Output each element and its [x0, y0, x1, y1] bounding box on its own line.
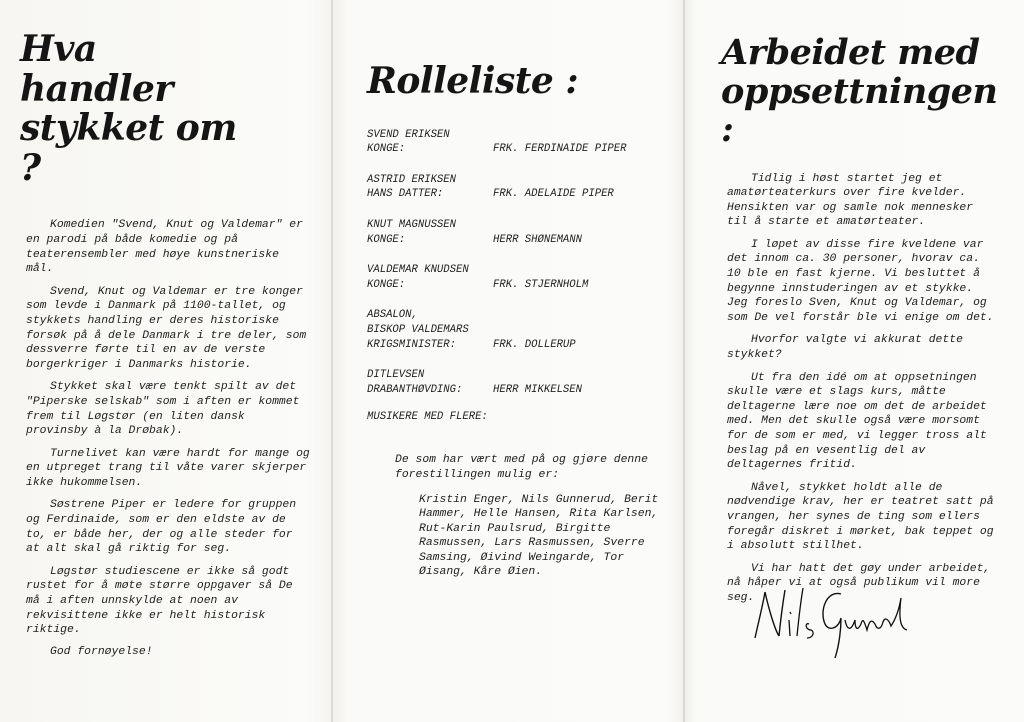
credits-intro: De som har vært med på og gjøre denne forestillingen mulig er:	[395, 454, 648, 481]
title-line: Hva handler	[20, 28, 173, 110]
cast-entry	[367, 218, 663, 247]
cast-entry	[367, 128, 663, 157]
role-name: ABSALON,	[367, 309, 418, 322]
title-line: stykket om ?	[20, 107, 237, 189]
actor-name: FRK. DOLLERUP	[493, 338, 576, 351]
right-panel-body	[717, 172, 1000, 606]
role-title: HANS DATTER:	[367, 188, 444, 201]
left-panel	[0, 0, 331, 722]
role-title: DRABANTHØVDING:	[367, 383, 463, 396]
role-title: KONGE:	[367, 233, 406, 246]
handwritten-signature	[749, 580, 919, 660]
role-name: DITLEVSEN	[367, 369, 425, 382]
right-panel	[685, 0, 1024, 722]
cast-list-title: Rolleliste :	[367, 60, 579, 102]
cast-entry	[367, 173, 663, 202]
paragraph: Komedien "Svend, Knut og Valdemar" er en parodi på både komedie og på teaterensembler med høye kunstneriske mål.	[26, 219, 303, 276]
musicians-note: MUSIKERE MED FLERE:	[367, 411, 488, 424]
actor-name: HERR MIKKELSEN	[493, 383, 583, 396]
actor-name: HERR SHØNEMANN	[493, 233, 583, 246]
role-name: KNUT MAGNUSSEN	[367, 218, 457, 231]
paragraph: Søstrene Piper er ledere for gruppen og Ferdinaide, som er den eldste av de to, er både her, der og alle steder for at alt skal gå riktig for seg.	[26, 499, 297, 556]
paragraph: Turnelivet kan være hardt for mange og en utpreget trang til våte varer skjerper ikke hukommelsen.	[26, 447, 310, 489]
cast-entry	[367, 263, 663, 292]
cast-entry	[367, 368, 663, 397]
role-title: KRIGSMINISTER:	[367, 338, 457, 351]
cast-list	[367, 128, 663, 398]
left-panel-body	[20, 218, 313, 657]
paragraph: Hvorfor valgte vi akkurat dette stykket?	[727, 334, 963, 362]
role-name: SVEND ERIKSEN	[367, 128, 450, 141]
paragraph: Ut fra den idé om at oppsetningen skulle være et slags kurs, måtte deltagerne lære noe om det de arbeidet med. Men det skulle også være morsomt for de som er med, vi legger tross alt beslag på en vesentlig del av deltagernes fritid.	[727, 371, 987, 472]
actor-name: FRK. FERDINAIDE PIPER	[493, 143, 627, 156]
cast-entry	[367, 308, 663, 352]
paragraph: Løgstør studiescene er ikke så godt rustet for å møte større oppgaver så De må i aften unnskylde at noen av rekvisittene ikke er helt historisk riktige.	[26, 565, 293, 637]
credits-names: Kristin Enger, Nils Gunnerud, Berit Hammer, Helle Hansen, Rita Karlsen, Rut-Karin Paulsrud, Birgitte Rasmussen, Lars Rasmussen, Sverre Samsing, Øivind Weingarde, Tor Øisang, Kåre Øien.	[419, 493, 659, 579]
role-name: BISKOP VALDEMARS	[367, 323, 469, 336]
role-name: VALDEMAR KNUDSEN	[367, 264, 469, 277]
title-line: oppsettningen :	[721, 70, 998, 150]
credits-block	[367, 453, 663, 580]
right-panel-title	[721, 34, 1000, 150]
actor-name: FRK. STJERNHOLM	[493, 278, 589, 291]
paragraph: Nåvel, stykket holdt alle de nødvendige krav, her er teatret satt på vrangen, her synes de ting som ellers foregår diskret i mørket, bak teppet og i absolutt stillhet.	[727, 481, 994, 553]
role-title: KONGE:	[367, 143, 406, 156]
paragraph: I løpet av disse fire kveldene var det innom ca. 30 personer, hvorav ca. 10 ble en fast kjerne. Vi besluttet å begynne innstuderingen av et stykke. Jeg foreslo Sven, Knut og Valdemar, og som De vel forstår ble vi enige om det.	[727, 238, 994, 324]
role-name: ASTRID ERIKSEN	[367, 173, 457, 186]
paragraph: Vi har hatt det gøy under arbeidet, nå håper vi at også publikum vil more seg.	[727, 562, 991, 604]
middle-panel	[333, 0, 683, 722]
closing-line: God fornøyelse!	[50, 645, 153, 658]
actor-name: FRK. ADELAIDE PIPER	[493, 188, 614, 201]
paragraph: Svend, Knut og Valdemar er tre konger som levde i Danmark på 1100-tallet, og stykkets handling er deres historiske forsøk på å dele Danmark i tre deler, som dessverre førte til en av de verste borgerkriger i Danmarks historie.	[26, 285, 307, 371]
left-panel-title	[20, 30, 260, 188]
paragraph: Tidlig i høst startet jeg et amatørteaterkurs over fire kvelder. Hensikten var og samle nok mennesker til å starte et amatørteater.	[727, 172, 974, 229]
role-title: KONGE:	[367, 278, 406, 291]
paragraph: Stykket skal være tenkt spilt av det "Piperske selskab" som i aften er kommet frem til Løgstør (en liten dansk provinsby à la Drøbak).	[26, 381, 300, 438]
title-line: Arbeidet med	[721, 32, 980, 73]
